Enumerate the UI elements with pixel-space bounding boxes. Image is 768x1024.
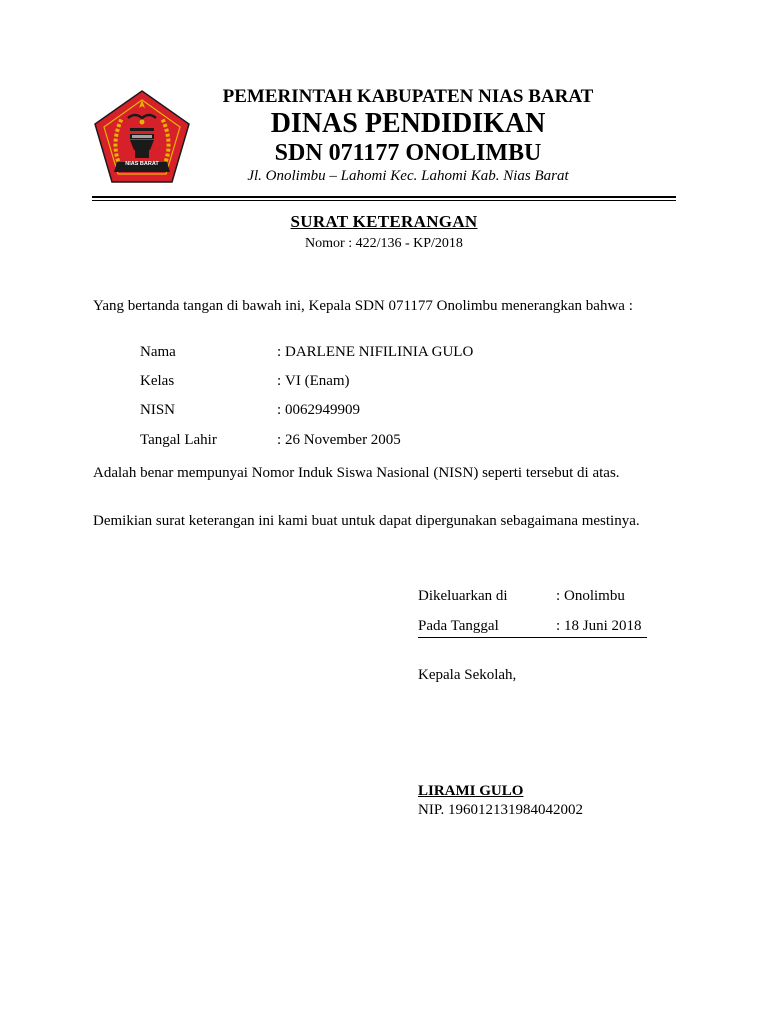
- letterhead-department: DINAS PENDIDIKAN: [270, 108, 546, 139]
- letterhead-divider-thin: [92, 200, 676, 201]
- field-row-birthdate: [140, 432, 640, 452]
- field-value: 26 November 2005: [285, 432, 401, 448]
- document-title-block: [92, 212, 676, 232]
- regency-emblem-logo: [92, 88, 192, 188]
- letterhead-government: PEMERINTAH KABUPATEN NIAS BARAT: [222, 86, 594, 107]
- issued-separator: :: [556, 588, 561, 604]
- letterhead-school: SDN 071177 ONOLIMBU: [274, 140, 542, 166]
- document-title: SURAT KETERANGAN: [290, 212, 478, 231]
- field-separator: :: [277, 432, 282, 448]
- field-row-nisn: [140, 402, 640, 422]
- closing-paragraph: Demikian surat keterangan ini kami buat untuk dapat dipergunakan sebagaimana mestinya.: [93, 513, 640, 529]
- field-value: 0062949909: [285, 402, 360, 418]
- document-number: Nomor : 422/136 - KP/2018: [305, 236, 463, 251]
- field-label: Tangal Lahir: [140, 432, 217, 448]
- field-row-name: [140, 344, 640, 364]
- issued-value: 18 Juni 2018: [564, 618, 642, 634]
- issued-value: Onolimbu: [564, 588, 625, 604]
- letterhead-address: Jl. Onolimbu – Lahomi Kec. Lahomi Kab. Nias Barat: [247, 168, 569, 184]
- issued-label: Pada Tanggal: [418, 618, 499, 634]
- emblem-label: NIAS BARAT: [125, 161, 159, 167]
- field-separator: :: [277, 373, 282, 389]
- field-label: NISN: [140, 402, 176, 418]
- intro-paragraph: Yang bertanda tangan di bawah ini, Kepala SDN 071177 Onolimbu menerangkan bahwa :: [93, 298, 633, 314]
- signatory-name: LIRAMI GULO: [418, 783, 524, 799]
- field-separator: :: [277, 402, 282, 418]
- field-separator: :: [277, 344, 282, 360]
- issued-separator: :: [556, 618, 561, 634]
- letterhead-divider-thick: [92, 196, 676, 198]
- field-value: VI (Enam): [285, 373, 350, 389]
- issued-place-row: [418, 588, 678, 608]
- signatory-nip: NIP. 196012131984042002: [418, 802, 584, 818]
- field-label: Nama: [140, 344, 176, 360]
- statement-paragraph: Adalah benar mempunyai Nomor Induk Siswa Nasional (NISN) seperti tersebut di atas.: [93, 465, 620, 481]
- field-value: DARLENE NIFILINIA GULO: [285, 344, 474, 360]
- issued-date-row: [418, 618, 647, 638]
- field-label: Kelas: [140, 373, 175, 389]
- signatory-role: Kepala Sekolah,: [418, 667, 517, 683]
- field-row-class: [140, 373, 640, 393]
- issued-label: Dikeluarkan di: [418, 588, 508, 604]
